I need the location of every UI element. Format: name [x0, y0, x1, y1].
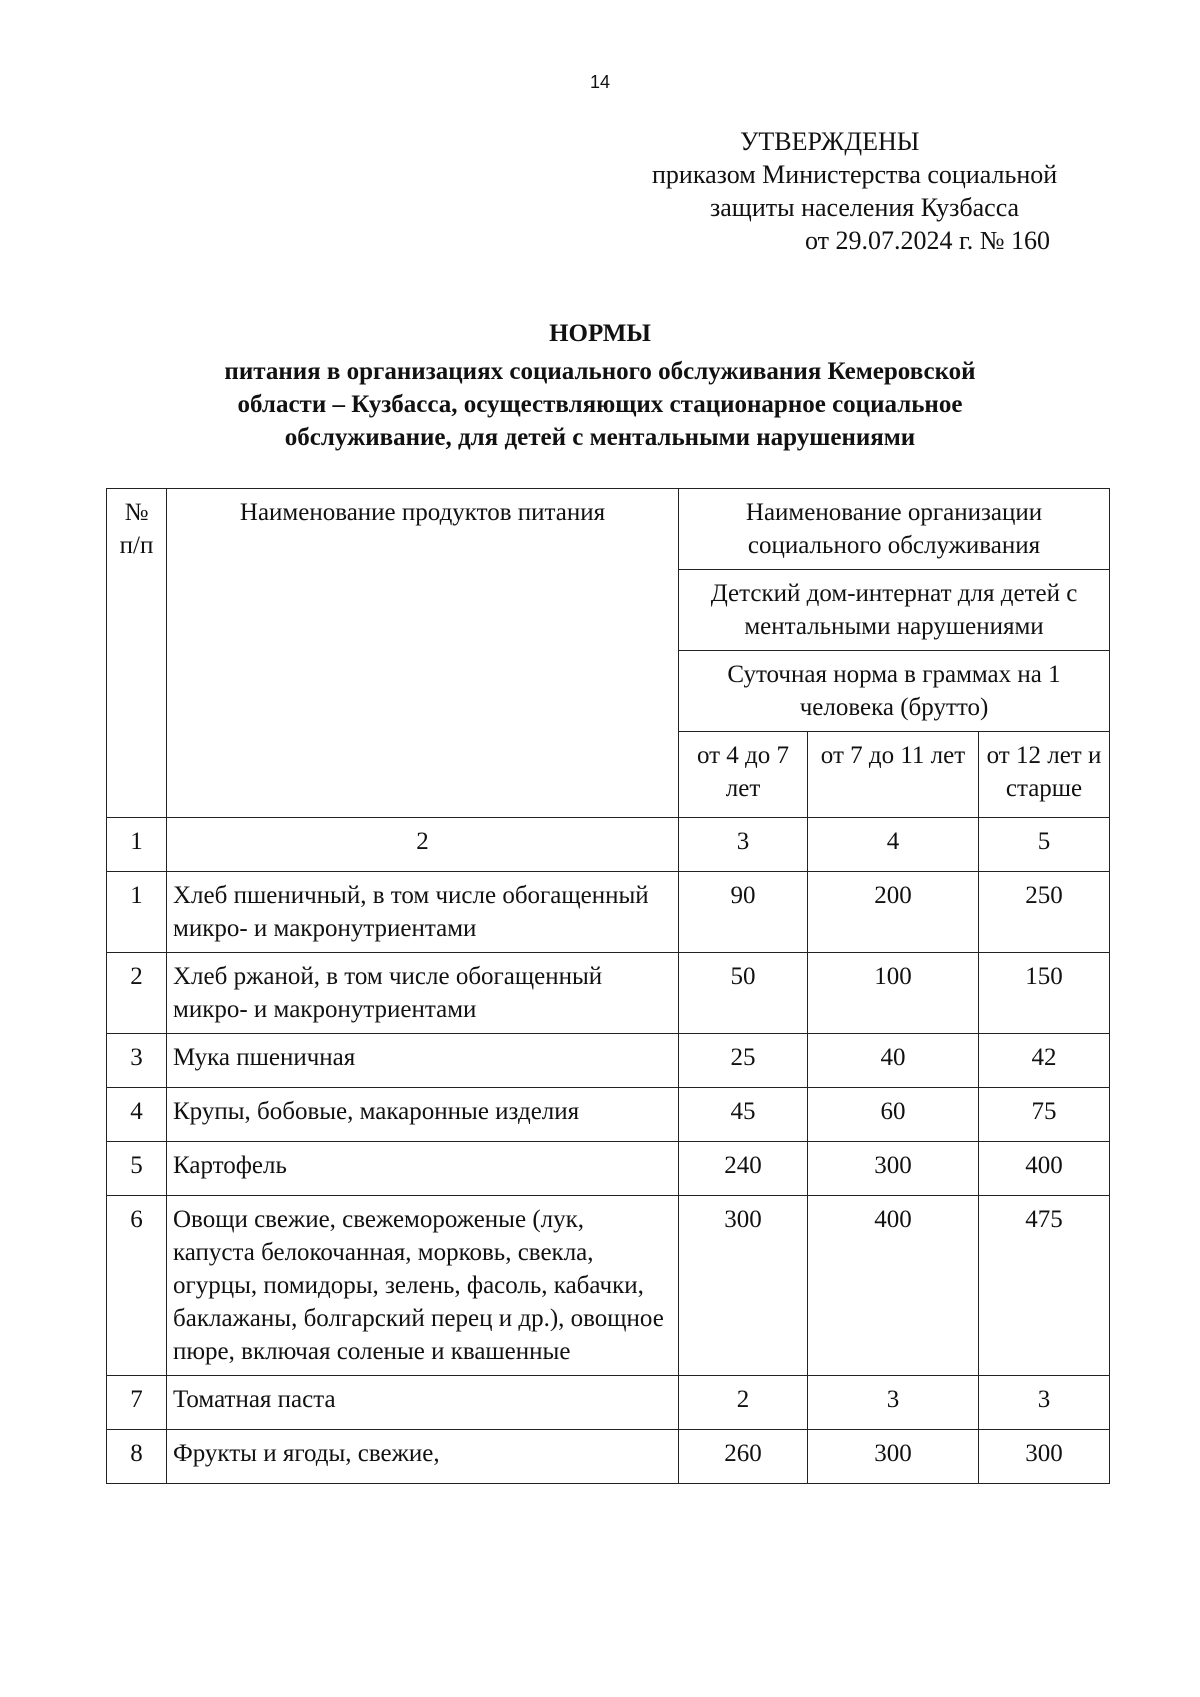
norm-age-12-plus: 150	[979, 953, 1110, 1034]
norm-age-12-plus: 250	[979, 872, 1110, 953]
norm-age-4-7: 50	[679, 953, 808, 1034]
norm-age-4-7: 240	[679, 1142, 808, 1196]
header-age-12-plus: от 12 лет и старше	[979, 732, 1110, 818]
norm-age-7-11: 3	[808, 1376, 979, 1430]
norm-age-4-7: 300	[679, 1196, 808, 1376]
table-row	[107, 872, 1110, 953]
row-number: 4	[107, 1088, 167, 1142]
row-number: 8	[107, 1430, 167, 1484]
approval-block	[590, 125, 1100, 257]
table-row	[107, 1088, 1110, 1142]
approval-heading: УТВЕРЖДЕНЫ	[740, 127, 920, 156]
norm-age-4-7: 45	[679, 1088, 808, 1142]
approval-ministry-line: защиты населения Кузбасса	[710, 193, 1020, 222]
norm-age-7-11: 300	[808, 1142, 979, 1196]
column-number: 3	[679, 818, 808, 872]
norm-age-7-11: 300	[808, 1430, 979, 1484]
row-number: 6	[107, 1196, 167, 1376]
product-name: Томатная паста	[167, 1376, 679, 1430]
document-subtitle	[100, 355, 1100, 454]
norm-age-12-plus: 42	[979, 1034, 1110, 1088]
row-number: 2	[107, 953, 167, 1034]
product-name: Хлеб ржаной, в том числе обогащенный микро- и макронутриентами	[167, 953, 679, 1034]
row-number: 1	[107, 872, 167, 953]
norm-age-12-plus: 400	[979, 1142, 1110, 1196]
product-name: Картофель	[167, 1142, 679, 1196]
header-age-7-11: от 7 до 11 лет	[808, 732, 979, 818]
row-number: 7	[107, 1376, 167, 1430]
header-num: № п/п	[107, 489, 167, 818]
norm-age-12-plus: 300	[979, 1430, 1110, 1484]
subtitle-line: питания в организациях социального обслуживания Кемеровской	[224, 358, 976, 385]
table-row	[107, 1034, 1110, 1088]
header-norm: Суточная норма в граммах на 1 человека (брутто)	[679, 651, 1110, 732]
product-name: Крупы, бобовые, макаронные изделия	[167, 1088, 679, 1142]
subtitle-line: обслуживание, для детей с ментальными нарушениями	[284, 424, 916, 451]
column-number-row	[107, 818, 1110, 872]
row-number: 5	[107, 1142, 167, 1196]
row-number: 3	[107, 1034, 167, 1088]
table-row	[107, 1376, 1110, 1430]
table-row	[107, 953, 1110, 1034]
norms-table	[106, 488, 1110, 1484]
norm-age-7-11: 100	[808, 953, 979, 1034]
product-name: Фрукты и ягоды, свежие,	[167, 1430, 679, 1484]
norm-age-4-7: 25	[679, 1034, 808, 1088]
column-number: 4	[808, 818, 979, 872]
norm-age-7-11: 60	[808, 1088, 979, 1142]
norm-age-12-plus: 75	[979, 1088, 1110, 1142]
product-name: Мука пшеничная	[167, 1034, 679, 1088]
table-row	[107, 1196, 1110, 1376]
norm-age-4-7: 90	[679, 872, 808, 953]
column-number: 2	[167, 818, 679, 872]
norm-age-4-7: 260	[679, 1430, 808, 1484]
norm-age-12-plus: 3	[979, 1376, 1110, 1430]
header-org: Наименование организации социального обслуживания	[679, 489, 1110, 570]
table-row	[107, 1142, 1110, 1196]
page-number: 14	[589, 72, 611, 92]
norm-age-4-7: 2	[679, 1376, 808, 1430]
table-row	[107, 1430, 1110, 1484]
column-number: 1	[107, 818, 167, 872]
product-name: Хлеб пшеничный, в том числе обогащенный микро- и макронутриентами	[167, 872, 679, 953]
norm-age-7-11: 200	[808, 872, 979, 953]
approval-date-line: от 29.07.2024 г. № 160	[805, 226, 1051, 255]
header-age-4-7: от 4 до 7 лет	[679, 732, 808, 818]
header-row	[107, 489, 1110, 570]
approval-order-line: приказом Министерства социальной	[652, 160, 1058, 189]
header-product: Наименование продуктов питания	[167, 489, 679, 818]
norm-age-7-11: 400	[808, 1196, 979, 1376]
product-name: Овощи свежие, свежемороженые (лук, капуста белокочанная, морковь, свекла, огурцы, помидоры, зелень, фасоль, кабачки, баклажаны, болгарский перец и др.), овощное пюре, включая соленые и квашенные	[167, 1196, 679, 1376]
norm-age-7-11: 40	[808, 1034, 979, 1088]
document-title: НОРМЫ	[549, 320, 651, 347]
column-number: 5	[979, 818, 1110, 872]
subtitle-line: области – Кузбасса, осуществляющих стационарное социальное	[237, 391, 963, 418]
header-org-name: Детский дом-интернат для детей с ментальными нарушениями	[679, 570, 1110, 651]
norm-age-12-plus: 475	[979, 1196, 1110, 1376]
